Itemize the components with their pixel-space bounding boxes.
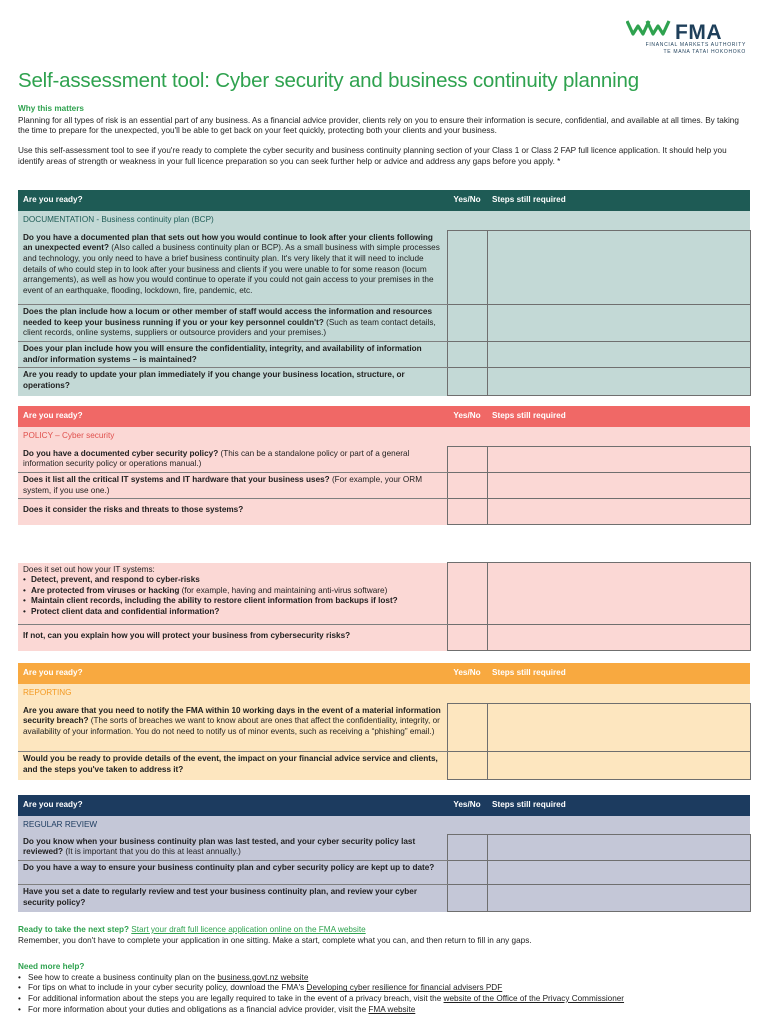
question-text: If not, can you explain how you will protect your business from cybersecurity risks? [18,625,447,651]
question-text: Have you set a date to regularly review and test your business continuity plan, and review your cyber security policy? [18,885,447,912]
fma-logo [626,18,746,58]
list-item: • Detect, prevent, and respond to cyber-risks [23,575,442,586]
logo-name: FMA [675,21,722,44]
reporting-table [18,663,751,780]
yesno-cell[interactable] [447,499,487,525]
yesno-cell[interactable] [447,861,487,885]
help-section [18,962,750,1015]
yesno-cell[interactable] [447,305,487,342]
table-row [18,752,750,780]
steps-cell[interactable] [487,231,750,305]
yesno-cell[interactable] [447,704,487,752]
header-ready: Are you ready? [18,190,447,211]
header-steps: Steps still required [487,190,750,211]
section-subtitle: REPORTING [23,687,72,697]
fma-wave-icon [626,18,674,38]
header-yesno: Yes/No [447,663,487,684]
question-text: Do you know when your business continuity plan was last tested, and your cyber security policy last reviewed? (It is important that you do this at least annually.) [18,835,447,861]
yesno-cell[interactable] [447,473,487,499]
intro-paragraph-2: Use this self-assessment tool to see if you're ready to complete the cyber security and business continuity planning section of your Class 1 or Class 2 FAP full licence application. It should help you identify areas of strength or weakness in your full licence preparation so you can seek further help or advice and address any gaps before you apply. * [18,145,727,166]
yesno-cell[interactable] [447,885,487,912]
table-row [18,342,750,368]
question-text: Would you be ready to provide details of the event, the impact on your financial advice service and clients, and the steps you've taken to address it? [18,752,447,780]
table-row [18,447,750,473]
steps-cell[interactable] [487,342,750,368]
table-row [18,368,750,396]
policy-section-continued [18,562,750,651]
business-govt-link[interactable]: business.govt.nz website [217,972,309,982]
logo-subtitle-english: FINANCIAL MARKETS AUTHORITY [645,42,746,48]
table-row [18,704,750,752]
draft-application-link[interactable]: Start your draft full licence application online on the FMA website [131,925,366,934]
steps-cell[interactable] [487,752,750,780]
section-subtitle: REGULAR REVIEW [23,819,98,829]
list-item: • For additional information about the steps you are legally required to take in the event of a privacy breach, visit the website of the Office of the Privacy Commissioner [18,994,750,1005]
yesno-cell[interactable] [447,752,487,780]
steps-cell[interactable] [487,305,750,342]
yesno-cell[interactable] [447,447,487,473]
list-item: • Maintain client records, including the ability to restore client information from backups if lost? [23,596,442,607]
steps-cell[interactable] [487,368,750,396]
next-step-section [18,925,750,946]
question-text: Does your plan include how you will ensure the confidentiality, integrity, and availability of information and/or information systems – is maintained? [18,342,447,368]
reporting-section [18,663,750,780]
header-steps: Steps still required [487,406,750,427]
table-row [18,473,750,499]
table-row [18,885,750,912]
question-text: Are you aware that you need to notify the FMA within 10 working days in the event of a material information security breach? (The sorts of breaches we want to know about are ones that affect the confidentiality, integrity, or availability of your information. You do not need to notify us of minor events, such as receiving a “phishing” email.) [18,704,447,752]
question-text: Do you have a way to ensure your business continuity plan and cyber security policy are kept up to date? [18,861,447,885]
yesno-cell[interactable] [447,231,487,305]
intro-section [18,104,750,176]
table-row [18,499,750,525]
table-header [18,406,750,427]
policy-table [18,406,751,525]
yesno-cell[interactable] [447,342,487,368]
list-item: • Protect client data and confidential information? [23,607,442,618]
policy-section [18,406,750,525]
documentation-section [18,190,750,396]
steps-cell[interactable] [487,835,750,861]
intro-paragraph-1: Planning for all types of risk is an essential part of any business. As a financial advice provider, clients rely on you to ensure their information is secure, confidential, and available at all times. By taking the time to prepare for the unexpected, you'll be able to get back on your feet quickly, protecting both your clients and your business. [18,115,739,136]
steps-cell[interactable] [487,499,750,525]
documentation-table [18,190,751,396]
section-subtitle-row [18,684,750,704]
logo-subtitle-maori: TE MANA TATAI HOKOHOKO [663,49,746,55]
table-row [18,563,750,625]
question-text: Does it set out how your IT systems: • Detect, prevent, and respond to cyber-risks • Are protected from viruses or hacking (for example, having and maintaining anti-virus software) • Maintain client records, including the ability to restore client information from backups if lost? • Protect client data and confidential information? [18,563,447,625]
why-heading: Why this matters [18,104,84,113]
header-ready: Are you ready? [18,406,447,427]
help-heading: Need more help? [18,962,85,971]
yesno-cell[interactable] [447,835,487,861]
header-yesno: Yes/No [447,795,487,816]
fma-website-link[interactable]: FMA website [368,1004,416,1014]
help-list [18,973,750,1016]
privacy-commissioner-link[interactable]: website of the Office of the Privacy Commissioner [443,993,625,1003]
table-header [18,663,750,684]
section-subtitle: DOCUMENTATION - Business continuity plan (BCP) [23,214,214,224]
steps-cell[interactable] [487,447,750,473]
table-row [18,835,750,861]
steps-cell[interactable] [487,625,750,651]
steps-cell[interactable] [487,473,750,499]
yesno-cell[interactable] [447,563,487,625]
yesno-cell[interactable] [447,625,487,651]
steps-cell[interactable] [487,861,750,885]
table-row [18,231,750,305]
policy-continued-table [18,562,751,651]
table-header [18,190,750,211]
next-step-lead: Ready to take the next step? [18,925,130,934]
question-text: Does it consider the risks and threats to those systems? [18,499,447,525]
header-ready: Are you ready? [18,663,447,684]
header-yesno: Yes/No [447,190,487,211]
review-section [18,795,750,912]
section-subtitle-row [18,211,750,231]
table-row [18,305,750,342]
next-step-line [18,925,750,936]
section-subtitle-row [18,816,750,835]
list-item: • For tips on what to include in your cyber security policy, download the FMA's Developing cyber resilience for financial advisers PDF [18,983,750,994]
list-item: • See how to create a business continuity plan on the business.govt.nz website [18,973,750,984]
header-steps: Steps still required [487,795,750,816]
steps-cell[interactable] [487,885,750,912]
yesno-cell[interactable] [447,368,487,396]
steps-cell[interactable] [487,563,750,625]
table-row [18,861,750,885]
question-text: Are you ready to update your plan immediately if you change your business location, structure, or operations? [18,368,447,396]
question-text: Does the plan include how a locum or other member of staff would access the information and resources needed to keep your business running if you or your key personnel couldn't? (Such as team contact details, client records, online systems, suppliers or outsource providers and your premises.) [18,305,447,342]
steps-cell[interactable] [487,704,750,752]
remember-text: Remember, you don't have to complete your application in one sitting. Make a start, complete what you can, and then return to fill in any gaps. [18,935,532,945]
cyber-resilience-pdf-link[interactable]: Developing cyber resilience for financial advisers PDF [306,983,503,993]
question-text: Do you have a documented cyber security policy? (This can be a standalone policy or part of a general information security policy or operations manual.) [18,447,447,473]
header-ready: Are you ready? [18,795,447,816]
question-text: Does it list all the critical IT systems and IT hardware that your business uses? (For example, your ORM system, if you use one.) [18,473,447,499]
section-subtitle: POLICY – Cyber security [23,430,115,440]
page-title: Self-assessment tool: Cyber security and business continuity planning [18,69,639,92]
question-text: Do you have a documented plan that sets out how you would continue to look after your clients following an unexpected event? (Also called a business continuity plan or BCP). As a small business with simple processes and technology, you only need to have a brief business continuity plan. It's very likely that it will need to include details of who could step in to look after your business and clients if you were unable to for some reason (locum arrangements), as well as how you would continue to operate if you could not gain access to your premises in the event of an earthquake, flooding, lockdown, fire, pandemic, etc. [18,231,447,305]
list-item: • For more information about your duties and obligations as a financial advice provider, visit the FMA website [18,1005,750,1016]
table-row [18,625,750,651]
review-table [18,795,751,912]
section-subtitle-row [18,427,750,447]
it-systems-list [23,575,442,618]
header-yesno: Yes/No [447,406,487,427]
header-steps: Steps still required [487,663,750,684]
table-header [18,795,750,816]
list-item: • Are protected from viruses or hacking (for example, having and maintaining anti-virus software) [23,586,442,597]
